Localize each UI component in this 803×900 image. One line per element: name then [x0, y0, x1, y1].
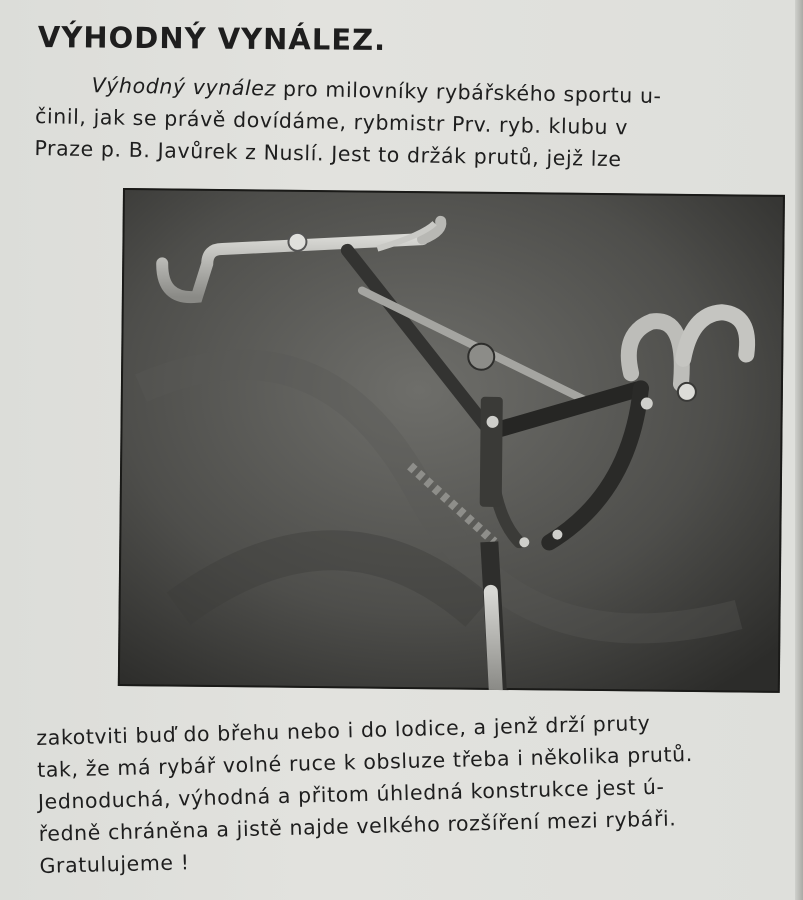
intro-line-1-rest: pro milovníky rybářského sportu u- — [275, 76, 662, 109]
intro-emphasis: Výhodný vynález — [91, 73, 277, 101]
cont-line-4: ředně chráněna a jistě najde velkého rozšíření mezi rybáři. — [38, 806, 677, 846]
cont-line-3: Jednoduchá, výhodná a přitom úhledná konstrukce jest ú- — [37, 774, 665, 814]
intro-line-2: činil, jak se právě dovídáme, rybmistr Prv. ryb. klubu v — [34, 103, 629, 140]
intro-line-3: Praze p. B. Javůrek z Nuslí. Jest to držák prutů, jejž lze — [34, 135, 622, 172]
cont-line-1: zakotviti buď do břehu nebo i do lodice, a jenž drží pruty — [36, 710, 651, 750]
article-title: VÝHODNÝ VYNÁLEZ. — [37, 20, 387, 58]
intro-paragraph — [34, 68, 771, 178]
continuation-paragraph — [36, 704, 790, 882]
cont-line-2: tak, že má rybář volné ruce k obsluze třeba i několika prutů. — [36, 741, 694, 782]
rod-holder-photo — [118, 188, 785, 693]
cont-line-5: Gratulujeme ! — [39, 850, 190, 878]
page-edge — [795, 0, 803, 900]
